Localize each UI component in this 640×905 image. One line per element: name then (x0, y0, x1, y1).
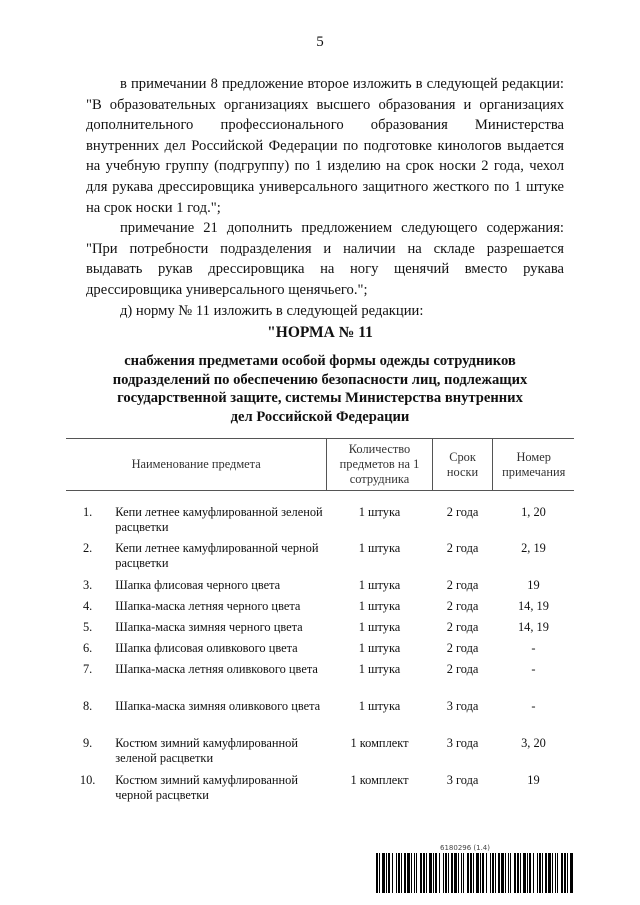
row-note: - (531, 699, 536, 713)
row-term: 3 года (446, 773, 479, 787)
row-note: 14, 19 (517, 620, 549, 634)
row-quantity: 1 штука (358, 620, 401, 634)
row-name: Костюм зимний камуфлированной черной расцветки (115, 773, 298, 802)
row-number: 9. (82, 736, 93, 750)
row-note: 2, 19 (521, 541, 546, 555)
table-row (66, 578, 574, 599)
table-header-row (66, 439, 574, 491)
table-row (66, 773, 574, 809)
row-note: - (531, 641, 536, 655)
table-row (66, 505, 574, 541)
paragraph-norm-11: д) норму № 11 изложить в следующей редакции: (120, 302, 424, 319)
row-name: Шапка-маска летняя черного цвета (115, 599, 301, 613)
row-term: 2 года (446, 578, 479, 592)
row-term: 2 года (446, 505, 479, 519)
body-text (86, 74, 564, 321)
row-term: 2 года (446, 620, 479, 634)
row-note: 1, 20 (521, 505, 546, 519)
barcode-code: 6180296 (1.4) (440, 844, 490, 852)
header-quantity: Количество предметов на 1 сотрудника (327, 439, 432, 491)
norm-title: "НОРМА № 11 (267, 324, 373, 341)
header-term: Срок носки (432, 439, 493, 491)
row-term: 2 года (446, 599, 479, 613)
row-term: 3 года (446, 736, 479, 750)
row-number: 2. (82, 541, 93, 555)
document-barcode (376, 844, 576, 893)
row-note: 14, 19 (517, 599, 549, 613)
row-term: 2 года (446, 641, 479, 655)
row-quantity: 1 штука (358, 699, 401, 713)
row-number: 10. (79, 773, 96, 787)
row-quantity: 1 штука (358, 578, 401, 592)
row-quantity: 1 штука (358, 641, 401, 655)
row-number: 1. (82, 505, 93, 519)
table-row (66, 599, 574, 620)
row-quantity: 1 штука (358, 541, 401, 555)
table-row (66, 662, 574, 699)
row-name: Шапка-маска зимняя черного цвета (115, 620, 303, 634)
norm-subtitle: снабжения предметами особой формы одежды сотрудников подразделений по обеспечению безопасности лиц, подлежащих государственной защите, системы Министерства внутренних дел Российской Федерации (112, 353, 528, 425)
row-number: 3. (82, 578, 93, 592)
paragraph-note-21: примечание 21 дополнить предложением следующего содержания: "При потребности подразделения и наличии на складе разрешается выдавать рукав дрессировщика на ногу щенячий вместо рукава дрессировщика универсального щенячьего."; (86, 220, 564, 298)
table-row (66, 620, 574, 641)
paragraph-note-8: в примечании 8 предложение второе изложить в следующей редакции: "В образовательных организациях высшего образования и организациях дополнительного профессионального образования Министерства внутренних дел Российской Федерации по подготовке кинологов выдается на учебную группу (подгруппу) по 1 изделию на срок носки 2 года, чехол для рукава дрессировщика универсального защитного жесткого по 1 штуке на срок носки 1 год."; (86, 76, 564, 216)
row-term: 2 года (446, 662, 479, 676)
row-number: 7. (82, 662, 93, 676)
header-note: Номер примечания (493, 439, 574, 491)
row-quantity: 1 комплект (350, 773, 409, 787)
row-name: Шапка-маска зимняя оливкового цвета (115, 699, 321, 713)
row-number: 4. (82, 599, 93, 613)
row-name: Шапка-маска летняя оливкового цвета (115, 662, 318, 676)
page-number: 5 (316, 34, 324, 50)
row-name: Костюм зимний камуфлированной зеленой расцветки (115, 736, 298, 765)
row-name: Шапка флисовая оливкового цвета (115, 641, 298, 655)
row-name: Кепи летнее камуфлированной зеленой расцветки (115, 505, 323, 534)
table-row (66, 541, 574, 578)
row-note: 3, 20 (521, 736, 546, 750)
table-row (66, 699, 574, 736)
row-name: Кепи летнее камуфлированной черной расцветки (115, 541, 319, 570)
row-quantity: 1 комплект (350, 736, 409, 750)
row-quantity: 1 штука (358, 505, 401, 519)
row-name: Шапка флисовая черного цвета (115, 578, 281, 592)
row-number: 5. (82, 620, 93, 634)
row-number: 8. (82, 699, 93, 713)
barcode-icon (376, 853, 576, 893)
row-note: 19 (527, 578, 540, 592)
row-quantity: 1 штука (358, 662, 401, 676)
row-term: 3 года (446, 699, 479, 713)
table-row (66, 641, 574, 662)
row-note: 19 (527, 773, 540, 787)
row-note: - (531, 662, 536, 676)
row-quantity: 1 штука (358, 599, 401, 613)
row-term: 2 года (446, 541, 479, 555)
norm-table (66, 438, 574, 809)
row-number: 6. (82, 641, 93, 655)
header-name: Наименование предмета (66, 439, 327, 491)
table-row (66, 736, 574, 773)
